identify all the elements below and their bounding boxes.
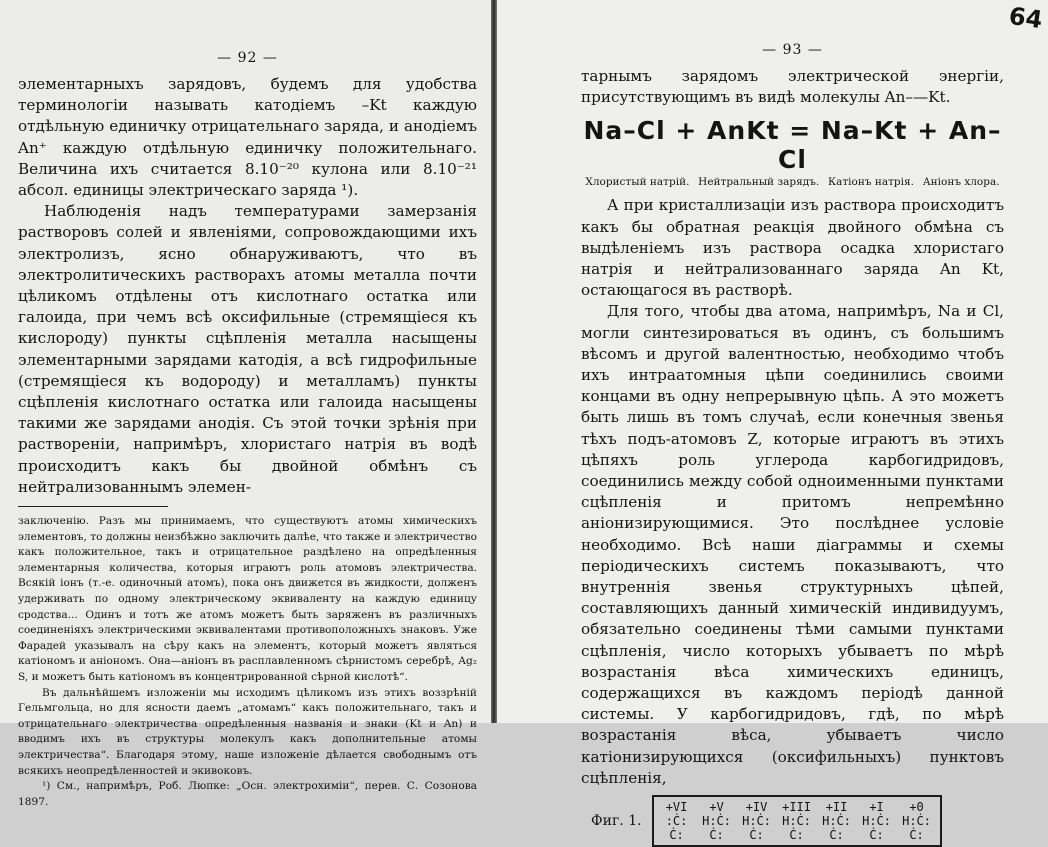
footnotes	[18, 514, 477, 810]
structure-bottom: Ċ:	[829, 828, 844, 843]
structure-top: H:Ċ:	[902, 814, 931, 829]
paragraph: элементарныхъ зарядовъ, будемъ для удобства терминологіи называть катодіемъ –Kt каждую отдѣльную единичку отрицательнаго заряда, и анодіемъ An⁺ каждую отдѣльную единичку положительнаго. Величина ихъ считается 8.10⁻²⁰ кулона или 8.10⁻²¹ абсол. единицы электрическаго заряда ¹).	[18, 75, 477, 200]
valence-label: +II	[825, 800, 848, 815]
structure-top: :Ċ:	[665, 814, 688, 829]
valence-label: +VI	[665, 800, 688, 815]
formula-labels	[581, 176, 1004, 188]
structure-top: H:Ċ:	[702, 814, 731, 829]
left-page	[0, 0, 491, 808]
structure-top: H:Ċ:	[742, 814, 771, 829]
left-body-text	[18, 74, 477, 498]
page-number-right: — 93 —	[762, 42, 823, 58]
formula-label: Нейтральный зарядъ.	[698, 176, 820, 189]
paragraph: Для того, чтобы два атома, напримѣръ, Na и Cl, могли синтезироваться въ одинъ, съ большимъ вѣсомъ и другой валентностью, необходимо чтобъ ихъ интраатомныя цѣпи соединились своими концами въ одну непрерывную цѣпь. А это можетъ быть лишь въ томъ случаѣ, если конечныя звенья тѣхъ подъ-атомовъ Z, которые играютъ въ этихъ цѣпяхъ роль углерода карбогидридовъ, соединились между собой одноименными пунктами сцѣпленія и притомъ непремѣнно аніонизирующимися. Это послѣднее условіе необходимо. Всѣ наши діаграммы и схемы періодическихъ системъ показываютъ, что внутреннія звенья структурныхъ цѣпей, составляющихъ данный химическій индивидуумъ, обязательно соединены тѣми самыми пунктами сцѣпленія, число которыхъ убываетъ по мѣрѣ возрастанія вѣса химическихъ единицъ, содержащихся въ каждомъ періодѣ данной системы. У карбогидридовъ, гдѣ, по мѣрѣ возрастанія вѣса, убываетъ число катіонизирующихся (оксифильныхъ) пунктовъ сцѣпленія,	[581, 302, 1004, 787]
structure-bottom: Ċ:	[709, 828, 724, 843]
valence-label: +IV	[745, 800, 768, 815]
figure-label: Фиг. 1.	[591, 813, 642, 830]
figure-cell	[900, 800, 934, 842]
right-page	[497, 0, 1048, 843]
footnote-divider	[18, 506, 168, 507]
reaction-formula: Na–Cl + AnKt = Na–Kt + An–Cl	[583, 116, 1002, 175]
structure-bottom: Ċ:	[749, 828, 764, 843]
figure-cell	[740, 800, 774, 842]
paragraph: Наблюденія надъ температурами замерзанія растворовъ солей и явленіями, сопровождающими ихъ электролизъ, ясно обнаруживаютъ, что въ электролитическихъ растворахъ атомы металла почти цѣликомъ отдѣлены отъ кислотнаго остатка или галоида, при чемъ всѣ оксифильные (стремящіеся къ кислороду) пункты сцѣпленія металла насыщены элементарными зарядами катодія, а всѣ гидрофильные (стремящіеся къ водороду) и металламъ) пункты сцѣпленія кислотнаго остатка или галоида насыщены такими же зарядами анодія. Съ этой точки зрѣнія при раствореніи, напримѣръ, хлористаго натрія въ водѣ происходитъ какъ бы двойной обмѣнъ съ нейтрализованнымъ элемен-	[18, 202, 477, 496]
figure-1	[581, 795, 1004, 847]
structure-bottom: Ċ:	[669, 828, 684, 843]
valence-label: +0	[909, 800, 924, 815]
handwritten-page-mark: 64	[1006, 1, 1044, 35]
page-number-left: — 92 —	[217, 50, 278, 66]
paragraph: тарнымъ зарядомъ электрической энергіи, присутствующимъ въ видѣ молекулы An–—Kt.	[581, 67, 1004, 107]
structure-top: H:Ċ:	[862, 814, 891, 829]
footnote: ¹) См., напримѣръ, Роб. Люпке: „Осн. электрохиміи“, перев. С. Созонова 1897.	[18, 780, 477, 808]
structure-bottom: Ċ:	[869, 828, 884, 843]
formula-label: Катіонъ натрія.	[827, 176, 914, 189]
figure-cell	[700, 800, 734, 842]
structure-top: H:Ċ:	[822, 814, 851, 829]
valence-label: +III	[782, 800, 811, 815]
formula-label: Аніонъ хлора.	[922, 176, 1000, 189]
figure-cell	[660, 800, 694, 842]
structure-bottom: Ċ:	[789, 828, 804, 843]
valence-label: +I	[869, 800, 884, 815]
footnote: заключенію. Разъ мы принимаемъ, что существуютъ атомы химическихъ элементовъ, то должны неизбѣжно заключить далѣе, что также и электричество какъ положительное, такъ и отрицательное раздѣлено на опредѣленныя элементарныя количества, которыя играютъ роль атомовъ электричества. Всякій іонъ (т.-е. одиночный атомъ), пока онъ движется въ жидкости, долженъ удерживать по одному электрическому эквиваленту на каждую единицу сродства... Одинъ и тотъ же атомъ можетъ быть заряженъ въ различныхъ соединеніяхъ электрическими эквивалентами противоположныхъ знаковъ. Уже Фарадей указывалъ на сѣру какъ на элементъ, который можетъ являться катіономъ и аніономъ. Она—аніонъ въ расплавленномъ сѣрнистомъ серебрѣ, Ag₂ S, и можетъ быть катіономъ въ концентрированной сѣрной кислотѣ“.	[18, 515, 477, 683]
structure-bottom: Ċ:	[909, 828, 924, 843]
right-body-text	[581, 66, 1004, 108]
right-body-text-2	[581, 195, 1004, 789]
formula-label: Хлористый натрій.	[585, 176, 690, 189]
structure-top: H:Ċ:	[782, 814, 811, 829]
footnote: Въ дальнѣйшемъ изложеніи мы исходимъ цѣликомъ изъ этихъ воззрѣній Гельмгольца, но для ясности даемъ „атомамъ“ какъ положительнаго, такъ и отрицательнаго электричества опредѣленныя названія и знаки (Kt и An) и вводимъ ихъ въ структуры молекулъ какъ дополнительные атомы электричества“. Благодаря этому, наше изложеніе дѣлается свободнымъ отъ всякихъ неопредѣленностей и экивоковъ.	[18, 686, 477, 777]
valence-label: +V	[709, 800, 724, 815]
figure-cell	[820, 800, 854, 842]
figure-cell	[860, 800, 894, 842]
figure-cell	[780, 800, 814, 842]
figure-box	[652, 795, 942, 847]
paragraph: А при кристаллизаціи изъ раствора происходитъ какъ бы обратная реакція двойного обмѣна съ выдѣленіемъ изъ раствора осадка хлористаго натрія и нейтрализованнаго заряда An Kt, остающагося въ растворѣ.	[581, 196, 1004, 300]
